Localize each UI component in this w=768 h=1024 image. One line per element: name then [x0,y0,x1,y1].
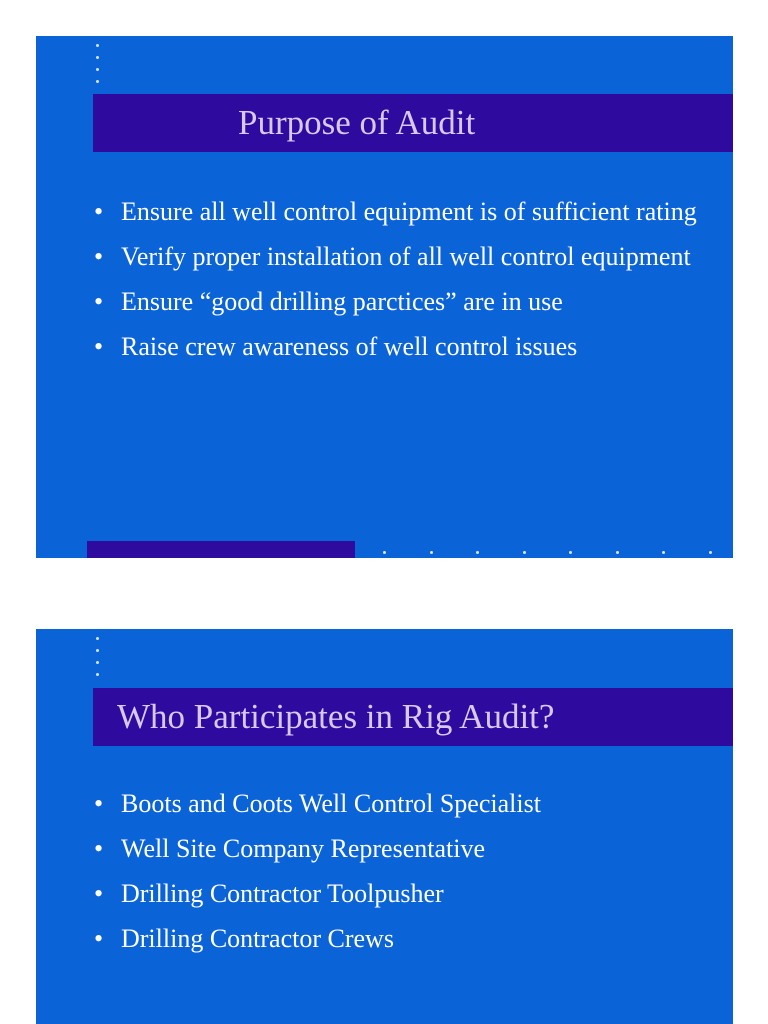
slide-who-participates [36,629,733,1024]
bullet-item: • Ensure all well control equipment is of sufficient rating [94,194,703,229]
slide-title: Who Participates in Rig Audit? [93,688,733,746]
decorative-dots-vertical [96,44,100,92]
decorative-dots-horizontal [383,551,733,554]
bullet-item: • Ensure “good drilling parctices” are in use [94,284,703,319]
bullet-item: • Verify proper installation of all well control equipment [94,239,703,274]
decorative-dots-vertical [96,637,100,685]
decorative-bottom-bar [87,541,355,558]
slide-title: Purpose of Audit [93,94,733,152]
bullet-item: • Raise crew awareness of well control issues [94,329,703,364]
bullet-list [94,786,703,966]
bullet-list [94,194,703,374]
bullet-item: • Boots and Coots Well Control Specialist [94,786,703,821]
bullet-item: • Well Site Company Representative [94,831,703,866]
bullet-item: • Drilling Contractor Crews [94,921,703,956]
slide-purpose-of-audit [36,36,733,558]
bullet-item: • Drilling Contractor Toolpusher [94,876,703,911]
